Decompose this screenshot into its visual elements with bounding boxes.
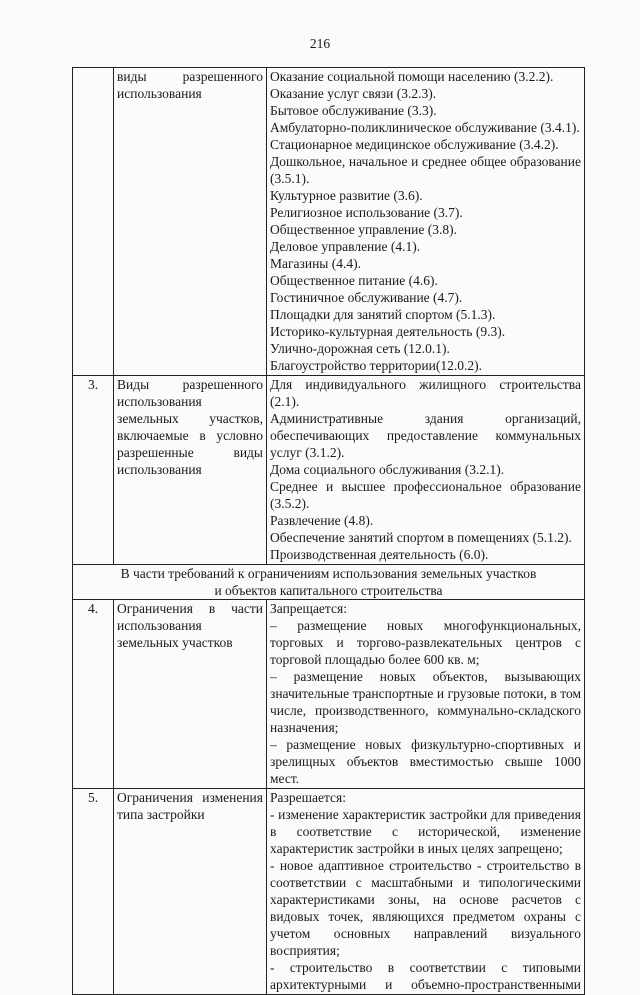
row-label: Виды разрешенного использования земельных участков, включаемые в условно разрешенные виды использования xyxy=(114,376,267,565)
table-row xyxy=(73,376,585,565)
list-item: Дошкольное, начальное и среднее общее образование (3.5.1). xyxy=(270,154,581,186)
list-item: – размещение новых физкультурно-спортивных и зрелищных объектов вместимостью свыше 1000 мест. xyxy=(270,737,581,786)
list-item: Дома социального обслуживания (3.2.1). xyxy=(270,462,505,477)
list-item: Оказание услуг связи (3.2.3). xyxy=(270,86,437,101)
list-item: – размещение новых объектов, вызывающих значительные транспортные и грузовые потоки, в том числе, производственного, коммунально-складского назначения; xyxy=(270,669,581,735)
list-item: Гостиничное обслуживание (4.7). xyxy=(270,290,463,305)
list-item: Производственная деятельность (6.0). xyxy=(270,547,489,562)
list-item: Магазины (4.4). xyxy=(270,256,361,271)
row-number: 3. xyxy=(73,376,114,565)
row-content xyxy=(267,376,585,565)
row-content xyxy=(267,68,585,376)
list-item: Благоустройство территории(12.0.2). xyxy=(270,358,482,373)
list-item: Историко-культурная деятельность (9.3). xyxy=(270,324,506,339)
zoning-table xyxy=(72,67,585,995)
list-item: Бытовое обслуживание (3.3). xyxy=(270,103,437,118)
list-item: - изменение характеристик застройки для приведения в соответствие с исторической, изменение характеристик застройки в иных целях запрещено; xyxy=(270,807,581,856)
row-label: Ограничения изменения типа застройки xyxy=(114,789,267,995)
table-row xyxy=(73,600,585,789)
row-label: Ограничения в части использования земельных участков xyxy=(114,600,267,789)
list-item: Для индивидуального жилищного строительства (2.1). xyxy=(270,377,581,409)
list-item: Общественное питание (4.6). xyxy=(270,273,438,288)
list-item: Площадки для занятий спортом (5.1.3). xyxy=(270,307,496,322)
row-number: 5. xyxy=(73,789,114,995)
list-item: Общественное управление (3.8). xyxy=(270,222,457,237)
row-content xyxy=(267,600,585,789)
list-item: Среднее и высшее профессиональное образование (3.5.2). xyxy=(270,479,581,511)
row-content xyxy=(267,789,585,995)
row-number: 4. xyxy=(73,600,114,789)
list-item: - новое адаптивное строительство - строительство в соответствии с масштабными и типологическими характеристиками зоны, на основе расчетов с видовых точек, являющихся предметом охраны с учетом основных направлений визуального восприятия; xyxy=(270,858,581,958)
list-item: – размещение новых многофункциональных, торговых и торгово-развлекательных центров с торговой площадью более 600 кв. м; xyxy=(270,618,581,667)
list-item: Амбулаторно-поликлиническое обслуживание (3.4.1). xyxy=(270,120,580,135)
list-item: Стационарное медицинское обслуживание (3.4.2). xyxy=(270,137,559,152)
list-item: Улично-дорожная сеть (12.0.1). xyxy=(270,341,450,356)
list-item: Административные здания организаций, обеспечивающих предоставление коммунальных услуг (3.1.2). xyxy=(270,411,581,460)
row-label: виды разрешенного использования xyxy=(114,68,267,376)
list-item: Религиозное использование (3.7). xyxy=(270,205,463,220)
list-item: Обеспечение занятий спортом в помещениях (5.1.2). xyxy=(270,530,572,545)
list-item: Деловое управление (4.1). xyxy=(270,239,421,254)
list-item: Запрещается: xyxy=(270,601,347,616)
row-number xyxy=(73,68,114,376)
list-item: Разрешается: xyxy=(270,790,346,805)
list-item: Оказание социальной помощи населению (3.2.2). xyxy=(270,69,554,84)
list-item: Культурное развитие (3.6). xyxy=(270,188,423,203)
list-item: - строительство в соответствии с типовыми архитектурными и объемно-пространственными xyxy=(270,960,581,992)
list-item: Развлечение (4.8). xyxy=(270,513,374,528)
table-row xyxy=(73,68,585,376)
page-number: 216 xyxy=(309,36,331,51)
section-heading: В части требований к ограничениям использования земельных участков и объектов капитального строительства xyxy=(73,565,585,600)
table-row xyxy=(73,789,585,995)
table-row xyxy=(73,565,585,600)
